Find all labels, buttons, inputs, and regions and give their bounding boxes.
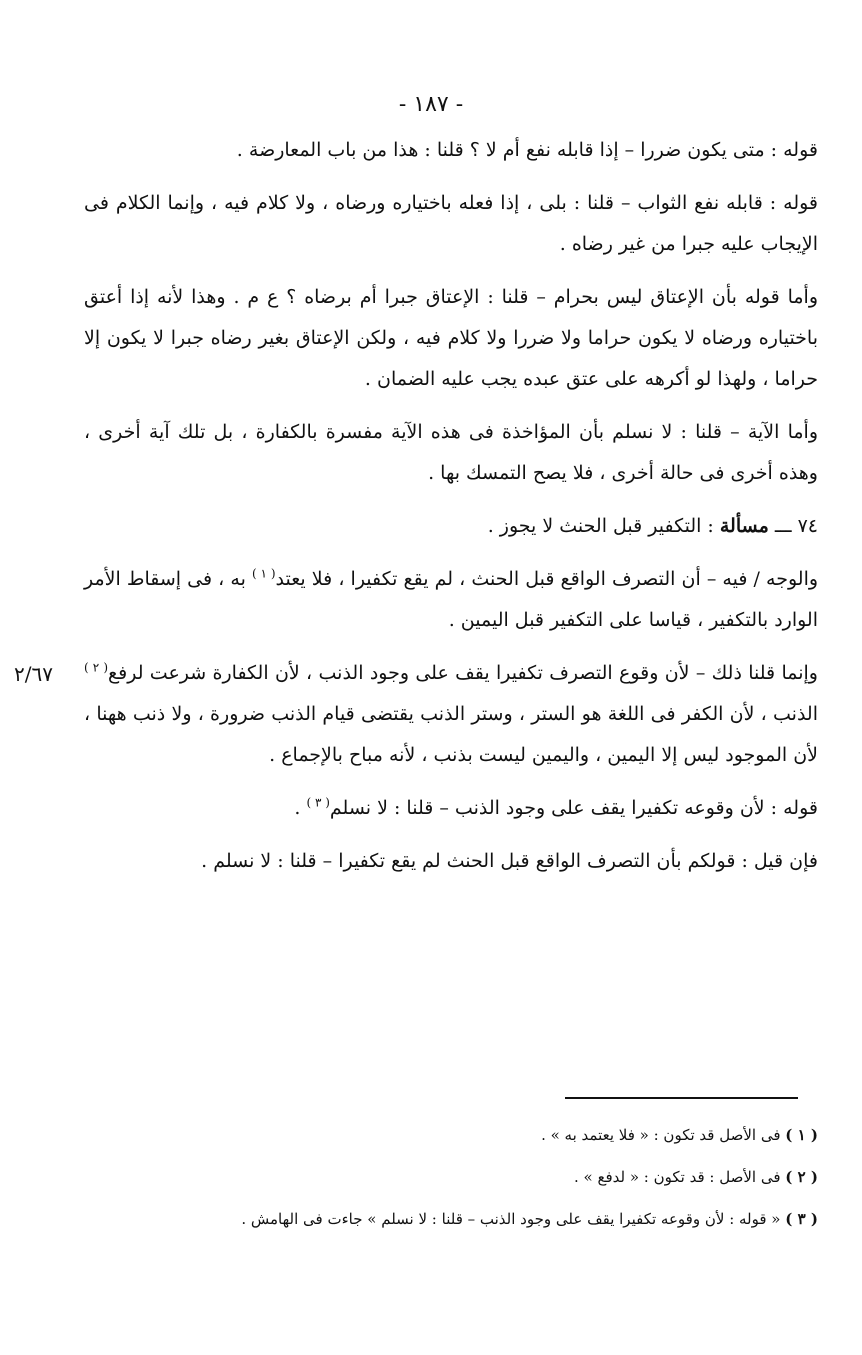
- footnotes: [84, 1117, 818, 1243]
- footnote-ref-1[interactable]: ( ١ ): [251, 566, 276, 581]
- issue-dash: ـــ: [774, 515, 792, 537]
- footnote-2-number: ( ٢ ): [785, 1168, 818, 1186]
- paragraph-innama: [84, 653, 818, 776]
- footnote-3-text: « قوله : لأن وقوعه تكفيرا يقف على وجود الذنب – قلنا : لا نسلم » جاءت فى الهامش .: [241, 1210, 781, 1228]
- issue-label: مسألة: [719, 515, 769, 537]
- paragraph-qawluhu-after: .: [294, 797, 301, 819]
- paragraph-wajh: [84, 559, 818, 641]
- paragraph-qawluhu-before: قوله : لأن وقوعه تكفيرا يقف على وجود الذنب – قلنا : لا نسلم: [329, 797, 818, 819]
- footnote-3: [84, 1201, 818, 1237]
- footnote-3-number: ( ٣ ): [785, 1210, 818, 1228]
- paragraph-wajh-after: به ، فى إسقاط الأمر الوارد بالتكفير ، قياسا على التكفير قبل اليمين .: [84, 568, 818, 631]
- footnote-ref-3[interactable]: ( ٣ ): [306, 795, 330, 810]
- paragraph-qawluhu: [84, 788, 818, 829]
- footnote-1: [84, 1117, 818, 1153]
- paragraph-3: وأما قوله بأن الإعتاق ليس بحرام – قلنا : الإعتاق جبرا أم برضاه ؟ ع م . وهذا لأنه إذا أعتق باختياره ورضاه لا يكون حراما ولا ضررا ولا كلام فيه ، ولكن الإعتاق بغير رضاه جبرا لا يكون إلا حراما ، ولهذا لو أكرهه على عتق عبده يجب عليه الضمان .: [84, 286, 818, 390]
- margin-manuscript-reference: ٢/٦٧: [14, 662, 53, 686]
- footnote-divider: [565, 1097, 798, 1099]
- footnote-2-text: فى الأصل : قد تكون : « لدفع » .: [574, 1168, 781, 1186]
- paragraph-innama-before: وإنما قلنا ذلك – لأن وقوع التصرف تكفيرا يقف على وجود الذنب ، لأن الكفارة شرعت لرفع: [108, 662, 818, 684]
- issue-number: ٧٤: [797, 515, 818, 537]
- issue-text: : التكفير قبل الحنث لا يجوز .: [487, 515, 714, 537]
- footnote-2: [84, 1159, 818, 1195]
- issue-heading: [84, 506, 818, 547]
- paragraph-4: وأما الآية – قلنا : لا نسلم بأن المؤاخذة فى هذه الآية مفسرة بالكفارة ، بل تلك آية أخرى ، وهذه أخرى فى حالة أخرى ، فلا يصح التمسك بها .: [84, 421, 818, 484]
- footnote-ref-2[interactable]: ( ٢ ): [84, 660, 109, 675]
- paragraph-1: قوله : متى يكون ضررا – إذا قابله نفع أم لا ؟ قلنا : هذا من باب المعارضة .: [236, 139, 818, 161]
- main-text: [84, 130, 818, 894]
- footnote-1-number: ( ١ ): [785, 1126, 818, 1144]
- paragraph-wajh-before: والوجه / فيه – أن التصرف الواقع قبل الحنث ، لم يقع تكفيرا ، فلا يعتد: [275, 568, 819, 590]
- paragraph-2: قوله : قابله نفع الثواب – قلنا : بلى ، إذا فعله باختياره ورضاه ، ولا كلام فيه ، وإنما الكلام فى الإيجاب عليه جبرا من غير رضاه .: [84, 192, 819, 255]
- paragraph-innama-after: الذنب ، لأن الكفر فى اللغة هو الستر ، وستر الذنب يقتضى قيام الذنب ضرورة ، ولا ذنب ههنا ، لأن الموجود ليس إلا اليمين ، واليمين ليست بذنب ، لأنه مباح بالإجماع .: [84, 703, 818, 766]
- paragraph-fain: فإن قيل : قولكم بأن التصرف الواقع قبل الحنث لم يقع تكفيرا – قلنا : لا نسلم .: [201, 850, 818, 872]
- page-number: - ١٨٧ -: [398, 92, 464, 117]
- footnote-1-text: فى الأصل قد تكون : « فلا يعتمد به » .: [541, 1126, 781, 1144]
